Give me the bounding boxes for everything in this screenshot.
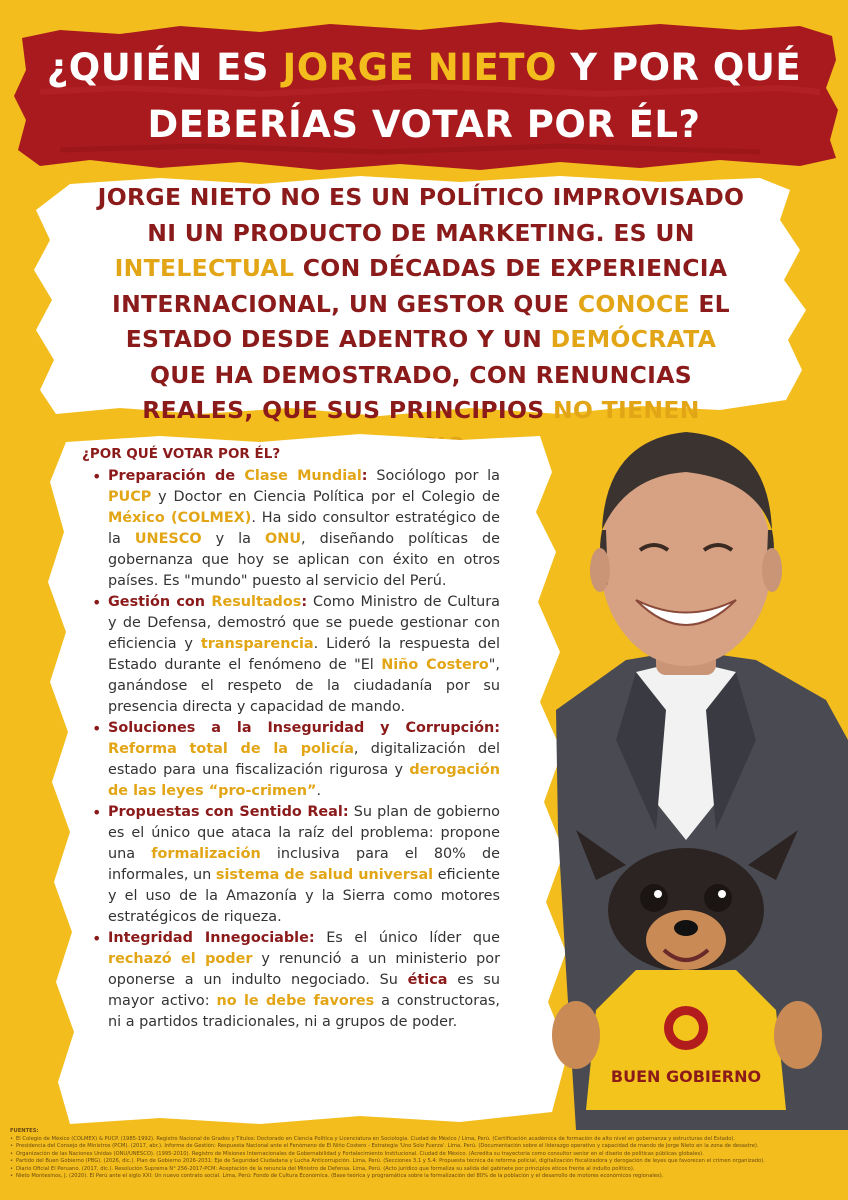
bullet-icon: • bbox=[92, 929, 102, 948]
source-item: • Diario Oficial El Peruano. (2017, dic.). Resolución Suprema N° 256-2017-PCM: Aceptación de la renuncia del Ministro de Defensa. Lima, Perú. (Acto jurídico que formaliza su salida del gabinete por principios éticos frente al indulto político). bbox=[10, 1166, 840, 1174]
source-item: • El Colegio de México (COLMEX) & PUCP. (1985-1992). Registro Nacional de Grados y Títulos: Doctorado en Ciencia Política y Licenciatura en Sociología. Ciudad de México / Lima, Perú. (Certificación académica de formación de alto nivel en gobernanza y estructuras del Estado). bbox=[10, 1136, 840, 1144]
source-item: • Presidencia del Consejo de Ministros (PCM). (2017, abr.). Informe de Gestión: Respuesta Nacional ante el Fenómeno de El Niño Costero - Estrategia 'Uno Solo Fuerza'. Lima, Perú. (Documentación sobre el liderazgo operativo y capacidad de mando de Jorge Nieto en la zona de desastre). bbox=[10, 1143, 840, 1151]
page-title-line-2: DEBERÍAS VOTAR POR ÉL? bbox=[147, 103, 701, 146]
list-item: • Soluciones a la Inseguridad y Corrupción: Reforma total de la policía, digitalización del estado para una fiscalización rigurosa y derogación de las leyes “pro-crimen”. bbox=[92, 719, 500, 799]
source-item: • Partido del Buen Gobierno (PBG). (2026, dic.). Plan de Gobierno 2026-2031: Eje de Seguridad Ciudadana y Lucha Anticorrupción. Lima, Perú. (Secciones 3.1 y 5.4: Propuesta técnica de reforma policial, digitalización fiscalizadora y derogación de leyes que favorecen el crimen organizado). bbox=[10, 1158, 840, 1166]
shirt-text: BUEN GOBIERNO bbox=[610, 1067, 762, 1086]
source-item: • Organización de las Naciones Unidas (ONU/UNESCO). (1995-2010). Registro de Misiones Internacionales de Gobernabilidad y Fortalecimiento Institucional. Ciudad de México. (Acredita su trayectoria como consultor senior en el diseño de políticas públicas globales). bbox=[10, 1151, 840, 1159]
candidate-name: JORGE NIETO bbox=[282, 46, 557, 89]
title-banner bbox=[0, 0, 848, 180]
list-item: • Gestión con Resultados: Como Ministro de Cultura y de Defensa, demostró que se puede gestionar con eficiencia y transparencia. Lideró la respuesta del Estado durante el fenómeno de "El Niño Costero", ganándose el respeto de la ciudadanía por su presencia directa y capacidad de mando. bbox=[92, 593, 500, 715]
reasons-section bbox=[82, 444, 500, 1033]
bullet-icon: • bbox=[92, 719, 102, 738]
list-item: • Propuestas con Sentido Real: Su plan de gobierno es el único que ataca la raíz del problema: propone una formalización inclusiva para el 80% de informales, un sistema de salud universal eficiente y el uso de la Amazonía y la Sierra como motores estratégicos de riqueza. bbox=[92, 803, 500, 925]
sources-list bbox=[10, 1136, 840, 1181]
bullet-icon: • bbox=[92, 467, 102, 486]
list-item: • Integridad Innegociable: Es el único líder que rechazó el poder y renunció a un ministerio por oponerse a un indulto negociado. Su ética es su mayor activo: no le debe favores a constructoras, ni a partidos tradicionales, ni a grupos de poder. bbox=[92, 929, 500, 1030]
list-item: • Preparación de Clase Mundial: Sociólogo por la PUCP y Doctor en Ciencia Política por el Colegio de México (COLMEX). Ha sido consultor estratégico de la UNESCO y la ONU, diseñando políticas de gobernanza que hoy se aplican con éxito en otros países. Es "mundo" puesto al servicio del Perú. bbox=[92, 467, 501, 589]
candidate-portrait bbox=[536, 410, 848, 1130]
thumbs-up-left-icon bbox=[552, 1001, 600, 1069]
why-vote-heading: ¿POR QUÉ VOTAR POR ÉL? bbox=[82, 446, 281, 462]
sources-title: FUENTES: bbox=[10, 1128, 39, 1134]
intro-statement: JORGE NIETO NO ES UN POLÍTICO IMPROVISADO NI UN PRODUCTO DE MARKETING. ES UN INTELECTUAL CON DÉCADAS DE EXPERIENCIA INTERNACIONAL, UN GESTOR QUE CONOCE EL ESTADO DESDE ADENTRO Y UN DEMÓCRATA QUE HA DEMOSTRADO, CON RENUNCIAS REALES, QUE SUS PRINCIPIOS NO TIENEN bbox=[97, 183, 745, 424]
sources-section bbox=[10, 1128, 840, 1181]
source-item: • Nieto Montesinos, J. (2020). El Perú ante el siglo XXI: Un nuevo contrato social. Lima, Perú: Fondo de Cultura Económica. (Base teórica y programática sobre la formalización del 80% de la población y el desarrollo de motores económicos regionales). bbox=[10, 1173, 840, 1181]
reasons-list bbox=[82, 466, 500, 1033]
bullet-icon: • bbox=[92, 803, 102, 822]
thumbs-up-right-icon bbox=[774, 1001, 822, 1069]
page-title-line-1: ¿QUIÉN ES JORGE NIETO Y POR QUÉ bbox=[46, 46, 802, 89]
bullet-icon: • bbox=[92, 593, 102, 612]
